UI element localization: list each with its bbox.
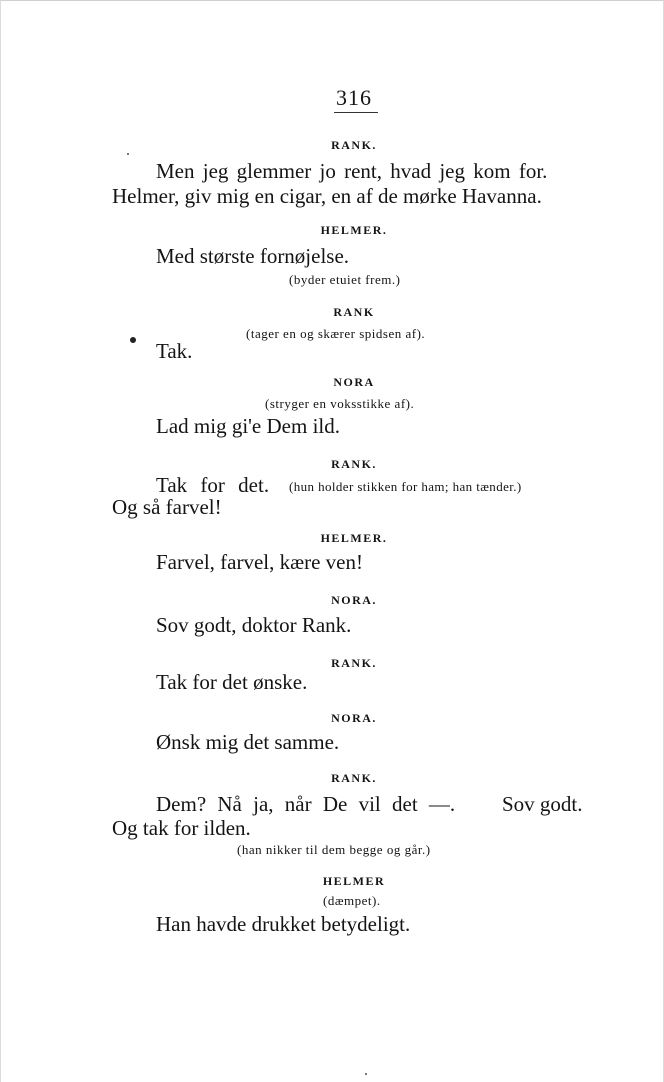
- scan-speck: [127, 153, 129, 155]
- dialogue-line: Tak.: [156, 339, 193, 363]
- speaker-nora: NORA.: [331, 593, 377, 607]
- dialogue-line: Tak for det.: [156, 473, 270, 497]
- dialogue-line: Lad mig gi'e Dem ild.: [156, 414, 340, 438]
- dialogue-line: Sov godt, doktor Rank.: [156, 613, 352, 637]
- speaker-nora: NORA.: [331, 711, 377, 725]
- dialogue-line: Tak for det ønske.: [156, 670, 308, 694]
- stage-direction: (han nikker til dem begge og går.): [237, 842, 431, 857]
- scan-speck: [365, 1073, 367, 1075]
- dialogue-line: Med største fornøjelse.: [156, 244, 350, 268]
- stage-direction: (dæmpet).: [323, 893, 381, 908]
- dialogue-line: Han havde drukket betydeligt.: [156, 912, 411, 936]
- speaker-rank: RANK.: [331, 771, 377, 785]
- speaker-nora: NORA: [333, 375, 375, 389]
- speaker-rank: RANK.: [331, 656, 377, 670]
- speaker-rank: RANK: [333, 305, 375, 319]
- stage-direction: (stryger en voksstikke af).: [265, 396, 415, 411]
- speaker-helmer: HELMER.: [320, 531, 388, 545]
- speaker-helmer: HELMER: [322, 874, 386, 888]
- stage-direction: (tager en og skærer spidsen af).: [246, 326, 426, 341]
- dialogue-line: Og tak for ilden.: [112, 816, 251, 840]
- dialogue-line: Dem? Nå ja, når De vil det —.: [156, 792, 456, 816]
- dialogue-line: Ønsk mig det samme.: [156, 730, 340, 754]
- dialogue-line: Helmer, giv mig en cigar, en af de mørke Havanna.: [112, 184, 542, 208]
- dialogue-line: Men jeg glemmer jo rent, hvad jeg kom for.: [156, 159, 548, 183]
- page-number: 316: [336, 85, 372, 110]
- dialogue-line: Og så farvel!: [112, 495, 222, 519]
- page-number-rule: [334, 112, 378, 113]
- stage-direction: (byder etuiet frem.): [289, 272, 401, 287]
- speaker-rank: RANK.: [331, 457, 377, 471]
- margin-mark: [130, 337, 136, 343]
- dialogue-line: Sov godt.: [502, 792, 583, 816]
- speaker-rank: RANK.: [331, 138, 377, 152]
- stage-direction: (hun holder stikken for ham; han tænder.): [289, 479, 522, 494]
- speaker-helmer: HELMER.: [320, 223, 388, 237]
- dialogue-line: Farvel, farvel, kære ven!: [156, 550, 363, 574]
